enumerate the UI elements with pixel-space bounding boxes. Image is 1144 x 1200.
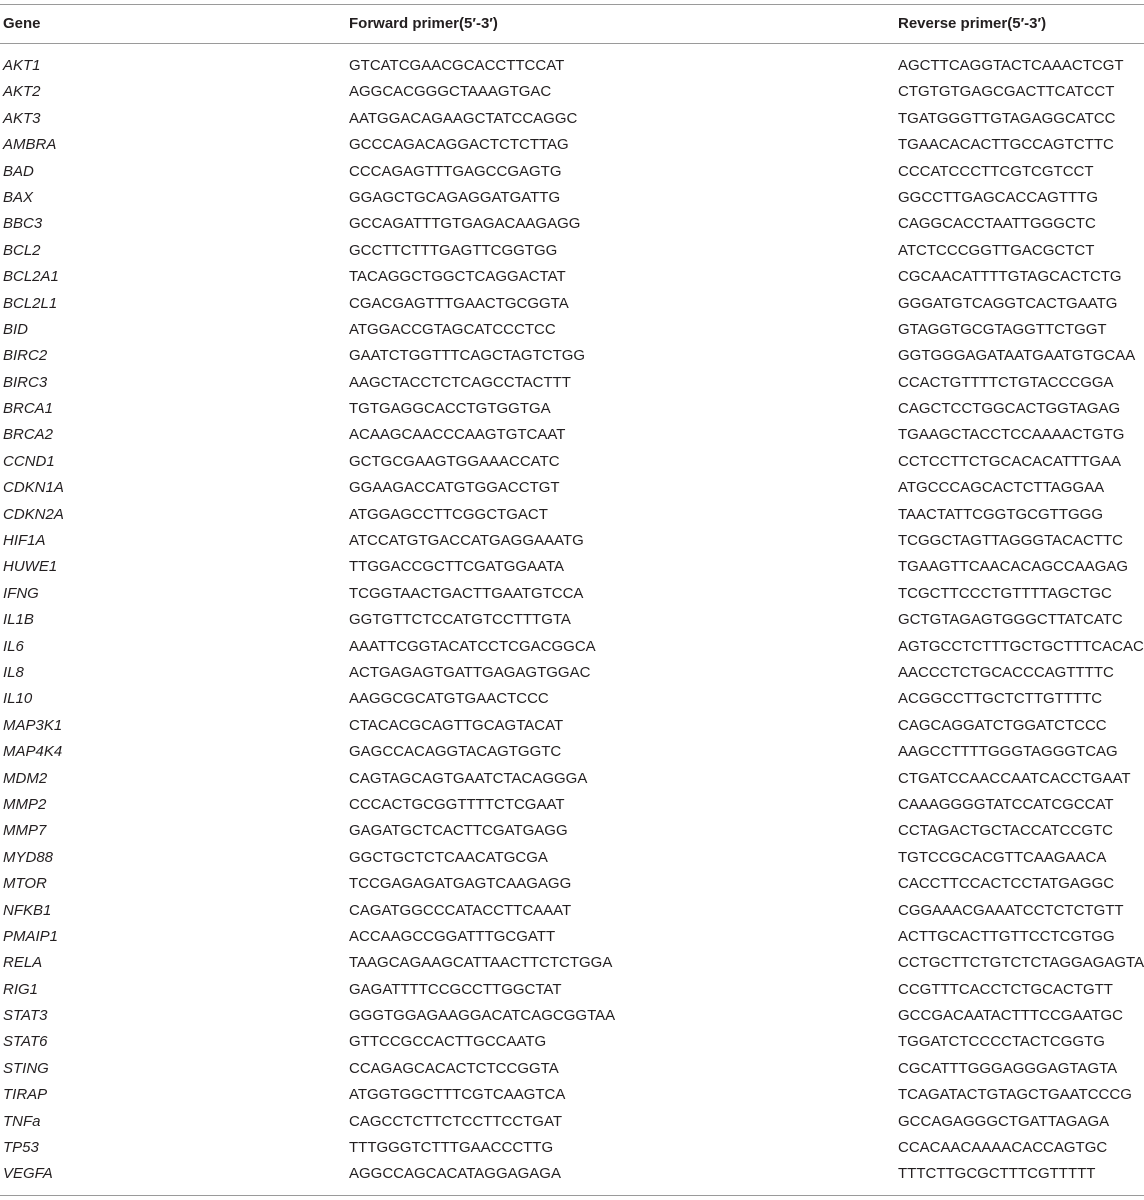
reverse-primer-cell: TTTCTTGCGCTTTCGTTTTT	[898, 1165, 1096, 1183]
gene-cell: BIRC2	[3, 347, 48, 365]
reverse-primer-cell: CTGATCCAACCAATCACCTGAAT	[898, 769, 1131, 787]
reverse-primer-cell: GGTGGGAGATAATGAATGTGCAA	[898, 347, 1136, 365]
gene-cell: MDM2	[3, 769, 48, 787]
gene-cell: VEGFA	[3, 1165, 53, 1183]
forward-primer-cell: GGCTGCTCTCAACATGCGA	[349, 848, 548, 866]
table-row	[0, 977, 1144, 1003]
gene-cell: CCND1	[3, 452, 55, 470]
gene-cell: STAT6	[3, 1033, 48, 1051]
forward-primer-cell: CAGATGGCCCATACCTTCAAAT	[349, 901, 572, 919]
reverse-primer-cell: AACCCTCTGCACCCAGTTTTC	[898, 663, 1114, 681]
forward-primer-cell: GGAAGACCATGTGGACCTGT	[349, 479, 560, 497]
reverse-primer-cell: GCCGACAATACTTTCCGAATGC	[898, 1007, 1123, 1025]
reverse-primer-cell: CAGCTCCTGGCACTGGTAGAG	[898, 400, 1121, 418]
forward-primer-cell: GGTGTTCTCCATGTCCTTTGTA	[349, 611, 571, 629]
forward-primer-cell: ATGGAGCCTTCGGCTGACT	[349, 505, 548, 523]
table-row	[0, 634, 1144, 660]
table-row	[0, 343, 1144, 369]
gene-cell: PMAIP1	[3, 927, 59, 945]
gene-cell: MTOR	[3, 875, 47, 893]
reverse-primer-cell: CCTGCTTCTGTCTCTAGGAGAGTA	[898, 954, 1144, 972]
reverse-primer-cell: CAGCAGGATCTGGATCTCCC	[898, 716, 1107, 734]
reverse-primer-cell: CGGAAACGAAATCCTCTCTGTT	[898, 901, 1124, 919]
reverse-primer-cell: TCGGCTAGTTAGGGTACACTTC	[898, 532, 1123, 550]
forward-primer-cell: CGACGAGTTTGAACTGCGGTA	[349, 294, 569, 312]
reverse-primer-cell: AGTGCCTCTTTGCTGCTTTCACAC	[898, 637, 1144, 655]
gene-cell: BRCA1	[3, 400, 54, 418]
reverse-primer-cell: TCGCTTCCCTGTTTTAGCTGC	[898, 584, 1112, 602]
forward-primer-cell: GAGATTTTCCGCCTTGGCTAT	[349, 980, 562, 998]
table-row	[0, 713, 1144, 739]
gene-cell: CDKN2A	[3, 505, 64, 523]
reverse-primer-cell: GGGATGTCAGGTCACTGAATG	[898, 294, 1118, 312]
forward-primer-cell: GGGTGGAGAAGGACATCAGCGGTAA	[349, 1007, 616, 1025]
table-row	[0, 370, 1144, 396]
gene-cell: MMP7	[3, 822, 47, 840]
table-row	[0, 1109, 1144, 1135]
table-row	[0, 264, 1144, 290]
table-row	[0, 818, 1144, 844]
table-row	[0, 106, 1144, 132]
forward-primer-cell: CAGCCTCTTCTCCTTCCTGAT	[349, 1112, 563, 1130]
forward-primer-cell: TTTGGGTCTTTGAACCCTTG	[349, 1139, 554, 1157]
table-row	[0, 924, 1144, 950]
reverse-primer-cell: ATCTCCCGGTTGACGCTCT	[898, 241, 1095, 259]
reverse-primer-cell: CCACAACAAAACACCAGTGC	[898, 1139, 1108, 1157]
table-row	[0, 79, 1144, 105]
table-row	[0, 449, 1144, 475]
gene-cell: IL8	[3, 663, 24, 681]
header-forward-primer: Forward primer(5′-3′)	[349, 15, 498, 32]
reverse-primer-cell: TGTCCGCACGTTCAAGAACA	[898, 848, 1107, 866]
gene-cell: CDKN1A	[3, 479, 64, 497]
gene-cell: AKT2	[3, 83, 41, 101]
forward-primer-cell: ATGGTGGCTTTCGTCAAGTCA	[349, 1086, 566, 1104]
reverse-primer-cell: AAGCCTTTTGGGTAGGGTCAG	[898, 743, 1118, 761]
gene-cell: IL6	[3, 637, 24, 655]
gene-cell: BRCA2	[3, 426, 54, 444]
table-row	[0, 132, 1144, 158]
table-row	[0, 845, 1144, 871]
reverse-primer-cell: GCTGTAGAGTGGGCTTATCATC	[898, 611, 1123, 629]
table-row	[0, 291, 1144, 317]
forward-primer-cell: ACAAGCAACCCAAGTGTCAAT	[349, 426, 566, 444]
table-row	[0, 950, 1144, 976]
gene-cell: RIG1	[3, 980, 39, 998]
table-row	[0, 766, 1144, 792]
gene-cell: IL1B	[3, 611, 34, 629]
reverse-primer-cell: CGCAACATTTTGTAGCACTCTG	[898, 268, 1122, 286]
table-row	[0, 1082, 1144, 1108]
reverse-primer-cell: CACCTTCCACTCCTATGAGGC	[898, 875, 1115, 893]
gene-cell: HUWE1	[3, 558, 58, 576]
forward-primer-cell: CTACACGCAGTTGCAGTACAT	[349, 716, 564, 734]
table-row	[0, 211, 1144, 237]
reverse-primer-cell: CCTCCTTCTGCACACATTTGAA	[898, 452, 1122, 470]
reverse-primer-cell: TGAACACACTTGCCAGTCTTC	[898, 136, 1114, 154]
table-row	[0, 1056, 1144, 1082]
reverse-primer-cell: CCTAGACTGCTACCATCCGTC	[898, 822, 1113, 840]
table-row	[0, 502, 1144, 528]
forward-primer-cell: GGAGCTGCAGAGGATGATTG	[349, 188, 561, 206]
forward-primer-cell: CCCAGAGTTTGAGCCGAGTG	[349, 162, 562, 180]
gene-cell: MYD88	[3, 848, 54, 866]
reverse-primer-cell: GCCAGAGGGCTGATTAGAGA	[898, 1112, 1110, 1130]
table-row	[0, 739, 1144, 765]
forward-primer-cell: TCCGAGAGATGAGTCAAGAGG	[349, 875, 572, 893]
table-row	[0, 898, 1144, 924]
gene-cell: MAP4K4	[3, 743, 63, 761]
reverse-primer-cell: GTAGGTGCGTAGGTTCTGGT	[898, 320, 1107, 338]
forward-primer-cell: CAGTAGCAGTGAATCTACAGGGA	[349, 769, 588, 787]
table-row	[0, 238, 1144, 264]
gene-cell: BCL2	[3, 241, 41, 259]
table-header-rule	[0, 43, 1144, 44]
reverse-primer-cell: TCAGATACTGTAGCTGAATCCCG	[898, 1086, 1132, 1104]
table-row	[0, 871, 1144, 897]
forward-primer-cell: TACAGGCTGGCTCAGGACTAT	[349, 268, 566, 286]
table-row	[0, 792, 1144, 818]
table-row	[0, 475, 1144, 501]
gene-cell: HIF1A	[3, 532, 46, 550]
gene-cell: AKT3	[3, 109, 41, 127]
reverse-primer-cell: CAGGCACCTAATTGGGCTC	[898, 215, 1096, 233]
forward-primer-cell: CCAGAGCACACTCTCCGGTA	[349, 1059, 559, 1077]
forward-primer-cell: GCCCAGACAGGACTCTCTTAG	[349, 136, 569, 154]
table-row	[0, 396, 1144, 422]
gene-cell: BCL2L1	[3, 294, 58, 312]
reverse-primer-cell: ATGCCCAGCACTCTTAGGAA	[898, 479, 1105, 497]
table-row	[0, 528, 1144, 554]
reverse-primer-cell: CAAAGGGGTATCCATCGCCAT	[898, 795, 1114, 813]
gene-cell: BAX	[3, 188, 34, 206]
gene-cell: BID	[3, 320, 29, 338]
table-row	[0, 607, 1144, 633]
forward-primer-cell: GTTCCGCCACTTGCCAATG	[349, 1033, 547, 1051]
reverse-primer-cell: CGCATTTGGGAGGGAGTAGTA	[898, 1059, 1118, 1077]
reverse-primer-cell: CCCATCCCTTCGTCGTCCT	[898, 162, 1094, 180]
reverse-primer-cell: TGAAGTTCAACACAGCCAAGAG	[898, 558, 1129, 576]
reverse-primer-cell: CCGTTTCACCTCTGCACTGTT	[898, 980, 1113, 998]
table-row	[0, 581, 1144, 607]
gene-cell: BAD	[3, 162, 34, 180]
table-row	[0, 317, 1144, 343]
table-row	[0, 554, 1144, 580]
header-gene: Gene	[3, 15, 41, 32]
forward-primer-cell: ACCAAGCCGGATTTGCGATT	[349, 927, 556, 945]
reverse-primer-cell: TGATGGGTTGTAGAGGCATCC	[898, 109, 1116, 127]
forward-primer-cell: ATGGACCGTAGCATCCCTCC	[349, 320, 556, 338]
table-row	[0, 660, 1144, 686]
forward-primer-cell: AAATTCGGTACATCCTCGACGGCA	[349, 637, 596, 655]
reverse-primer-cell: ACTTGCACTTGTTCCTCGTGG	[898, 927, 1115, 945]
forward-primer-cell: GAATCTGGTTTCAGCTAGTCTGG	[349, 347, 586, 365]
table-row	[0, 1161, 1144, 1187]
gene-cell: IFNG	[3, 584, 39, 602]
table-body	[0, 53, 1144, 1188]
forward-primer-cell: TCGGTAACTGACTTGAATGTCCA	[349, 584, 584, 602]
header-reverse-primer: Reverse primer(5′-3′)	[898, 15, 1047, 32]
gene-cell: RELA	[3, 954, 43, 972]
forward-primer-cell: ACTGAGAGTGATTGAGAGTGGAC	[349, 663, 591, 681]
reverse-primer-cell: AGCTTCAGGTACTCAAACTCGT	[898, 57, 1124, 74]
forward-primer-cell: GTCATCGAACGCACCTTCCAT	[349, 57, 565, 74]
forward-primer-cell: AGGCACGGGCTAAAGTGAC	[349, 83, 552, 101]
table-bottom-rule	[0, 1195, 1144, 1196]
reverse-primer-cell: GGCCTTGAGCACCAGTTTG	[898, 188, 1098, 206]
table-row	[0, 53, 1144, 79]
gene-cell: MAP3K1	[3, 716, 63, 734]
gene-cell: BIRC3	[3, 373, 48, 391]
forward-primer-cell: CCCACTGCGGTTTTCTCGAAT	[349, 795, 565, 813]
table-row	[0, 1029, 1144, 1055]
forward-primer-cell: GCCTTCTTTGAGTTCGGTGG	[349, 241, 558, 259]
reverse-primer-cell: TGGATCTCCCCTACTCGGTG	[898, 1033, 1105, 1051]
table-row	[0, 686, 1144, 712]
forward-primer-cell: GAGATGCTCACTTCGATGAGG	[349, 822, 568, 840]
gene-cell: NFKB1	[3, 901, 52, 919]
forward-primer-cell: TGTGAGGCACCTGTGGTGA	[349, 400, 551, 418]
gene-cell: AMBRA	[3, 136, 57, 154]
gene-cell: AKT1	[3, 57, 41, 74]
gene-cell: TNFa	[3, 1112, 41, 1130]
forward-primer-cell: AATGGACAGAAGCTATCCAGGC	[349, 109, 578, 127]
forward-primer-cell: TAAGCAGAAGCATTAACTTCTCTGGA	[349, 954, 613, 972]
reverse-primer-cell: CCACTGTTTTCTGTACCCGGA	[898, 373, 1114, 391]
table-row	[0, 422, 1144, 448]
table-row	[0, 1003, 1144, 1029]
forward-primer-cell: GAGCCACAGGTACAGTGGTC	[349, 743, 562, 761]
table-row	[0, 185, 1144, 211]
reverse-primer-cell: CTGTGTGAGCGACTTCATCCT	[898, 83, 1115, 101]
gene-cell: STING	[3, 1059, 49, 1077]
gene-cell: BCL2A1	[3, 268, 59, 286]
forward-primer-cell: AGGCCAGCACATAGGAGAGA	[349, 1165, 561, 1183]
forward-primer-cell: ATCCATGTGACCATGAGGAAATG	[349, 532, 584, 550]
forward-primer-cell: AAGCTACCTCTCAGCCTACTTT	[349, 373, 571, 391]
table-row	[0, 159, 1144, 185]
table-header	[0, 4, 1144, 43]
gene-cell: TIRAP	[3, 1086, 48, 1104]
forward-primer-cell: GCTGCGAAGTGGAAACCATC	[349, 452, 560, 470]
gene-cell: IL10	[3, 690, 33, 708]
forward-primer-cell: GCCAGATTTGTGAGACAAGAGG	[349, 215, 581, 233]
gene-cell: TP53	[3, 1139, 39, 1157]
reverse-primer-cell: TGAAGCTACCTCCAAAACTGTG	[898, 426, 1125, 444]
gene-cell: STAT3	[3, 1007, 48, 1025]
reverse-primer-cell: TAACTATTCGGTGCGTTGGG	[898, 505, 1103, 523]
forward-primer-cell: AAGGCGCATGTGAACTCCC	[349, 690, 549, 708]
table-row	[0, 1135, 1144, 1161]
gene-cell: BBC3	[3, 215, 43, 233]
gene-cell: MMP2	[3, 795, 47, 813]
reverse-primer-cell: ACGGCCTTGCTCTTGTTTTC	[898, 690, 1103, 708]
forward-primer-cell: TTGGACCGCTTCGATGGAATA	[349, 558, 564, 576]
